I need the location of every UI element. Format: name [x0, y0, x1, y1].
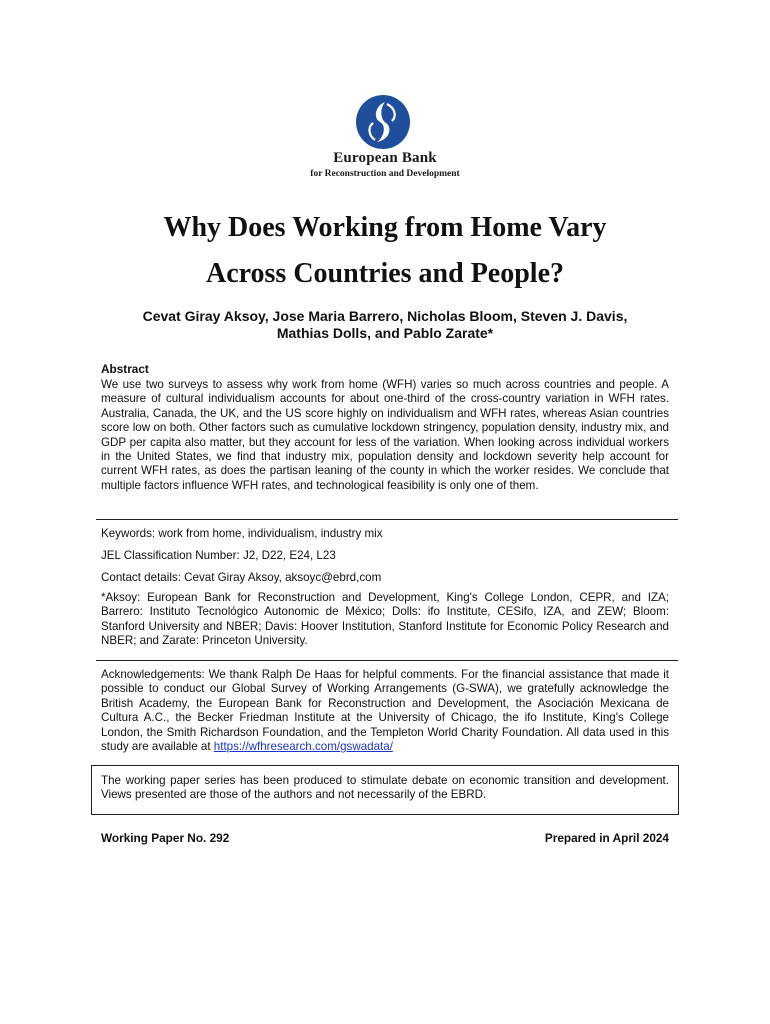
ebrd-logo-icon: [355, 94, 411, 150]
authors-line-1: Cevat Giray Aksoy, Jose Maria Barrero, Nicholas Bloom, Steven J. Davis,: [142, 308, 628, 324]
contact-details: Contact details: Cevat Giray Aksoy, aksoyc@ebrd,com: [101, 571, 382, 584]
acknowledgements: [101, 668, 669, 754]
abstract-text: We use two surveys to assess why work from home (WFH) varies so much across countries and people. A measure of cultural individualism accounts for about one-third of the cross-country variation in WFH rates. Australia, Canada, the UK, and the US score highly on individualism and WFH rates, whereas Asian countries score low on both. Other factors such as cumulative lockdown stringency, population density, industry mix, and GDP per capita also matter, but they account for less of the variation. When looking across individual workers in the United States, we find that industry mix, population density and lockdown severity help account for current WFH rates, as does the partisan leaning of the county in which the worker resides. We conclude that multiple factors influence WFH rates, and technological feasibility is only one of them.: [101, 378, 669, 492]
paper-title: [60, 205, 710, 297]
authors-line-2: Mathias Dolls, and Pablo Zarate*: [276, 325, 494, 341]
jel-classification: JEL Classification Number: J2, D22, E24, L23: [101, 549, 336, 562]
disclaimer-text: The working paper series has been produced to stimulate debate on economic transition and development. Views presented are those of the authors and not necessarily of the EBRD.: [101, 774, 669, 802]
acknowledgements-text: Acknowledgements: We thank Ralph De Haas for helpful comments. For the financial assistance that made it possible to conduct our Global Survey of Working Arrangements (G-SWA), we gratefully acknowledge the British Academy, the European Bank for Reconstruction and Development, the Asociación Mexicana de Cultura A.C., the Becker Friedman Institute at the University of Chicago, the ifo Institute, King's College London, the Smith Richardson Foundation, and the Templeton World Charity Foundation. All data used in this study are available at: [101, 668, 669, 754]
prepared-date: Prepared in April 2024: [544, 831, 669, 845]
divider: [96, 519, 678, 520]
data-link[interactable]: https://wfhresearch.com/gswadata/: [213, 740, 393, 754]
bank-name: European Bank: [333, 150, 437, 166]
bank-subtitle: for Reconstruction and Development: [310, 169, 460, 179]
working-paper-number: Working Paper No. 292: [101, 831, 230, 845]
divider: [96, 660, 678, 661]
authors: [90, 308, 680, 342]
affiliations-footnote: *Aksoy: European Bank for Reconstruction and Development, King's College London, CEPR, and IZA; Barrero: Instituto Tecnológico Autonomic de México; Dolls: ifo Institute, CESifo, IZA, and ZEW; Bloom: Stanford University and NBER; Davis: Hoover Institution, Stanford Institute for Economic Policy Research and NBER; and Zarate: Princeton University.: [101, 591, 669, 648]
title-line-2: Across Countries and People?: [205, 258, 565, 289]
abstract-heading: Abstract: [101, 362, 149, 376]
keywords: Keywords: work from home, individualism, industry mix: [101, 527, 383, 540]
title-line-1: Why Does Working from Home Vary: [163, 212, 607, 243]
disclaimer-box: [91, 765, 679, 815]
